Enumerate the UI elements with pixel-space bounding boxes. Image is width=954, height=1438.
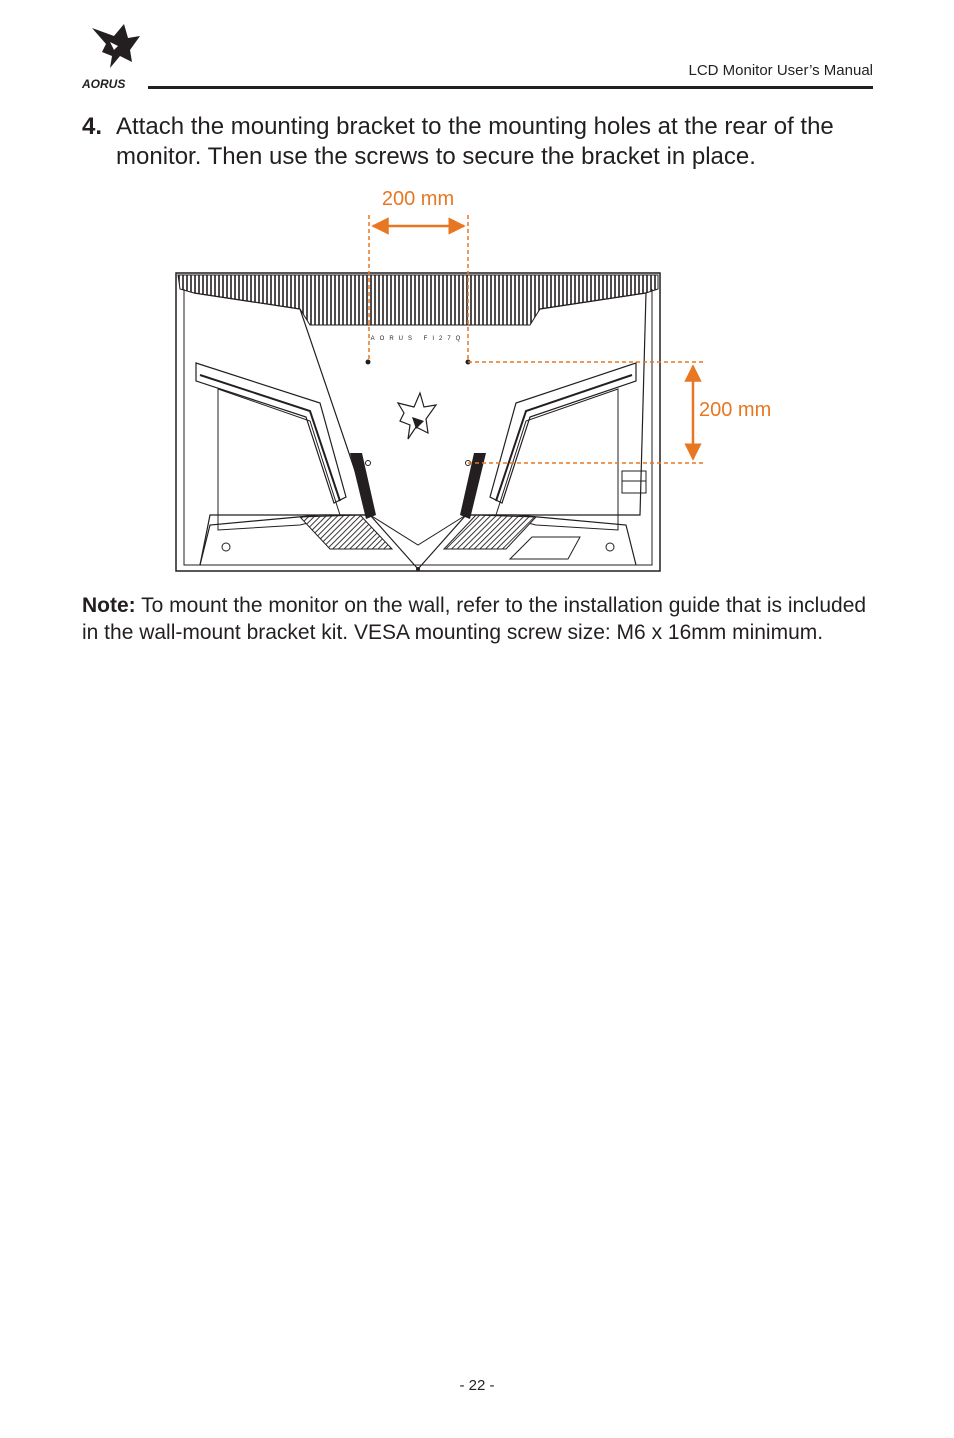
vertical-dimension-label: 200 mm — [699, 399, 772, 421]
monitor-rear-figure — [170, 185, 790, 580]
horizontal-dimension-label: 200 mm — [381, 188, 455, 210]
monitor-rear-diagram — [170, 185, 790, 580]
vesa-hole-top-left — [366, 360, 371, 365]
step-4 — [82, 112, 872, 172]
back-print: AORUS FI27Q — [370, 336, 466, 342]
header-rule — [148, 86, 873, 89]
aorus-wordmark — [80, 76, 144, 90]
manual-title: LCD Monitor User’s Manual — [688, 62, 873, 79]
note-label: Note: — [82, 594, 136, 617]
step-number: 4. — [82, 113, 103, 140]
aorus-logo — [80, 22, 144, 90]
step-text: Attach the mounting bracket to the mounting holes at the rear of the monitor. Then use the screws to secure the bracket in place. — [116, 113, 834, 170]
page-number: - 22 - — [459, 1377, 495, 1394]
svg-text:AORUS: AORUS — [82, 77, 126, 90]
note-paragraph — [82, 592, 872, 646]
note-text: To mount the monitor on the wall, refer to the installation guide that is included in the wall-mount bracket kit. VESA mounting screw size: M6 x 16mm minimum. — [82, 594, 867, 644]
